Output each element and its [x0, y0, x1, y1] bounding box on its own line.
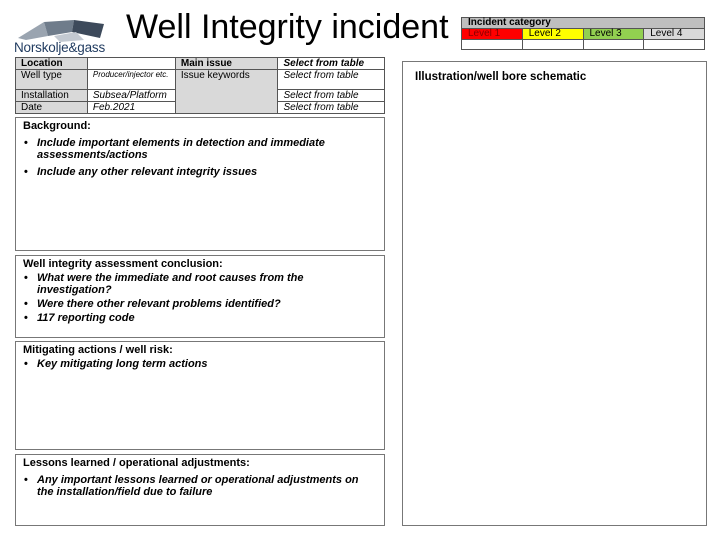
background-section[interactable]	[15, 117, 385, 251]
logo-brand-part1: Norsk	[14, 40, 49, 55]
lessons-section[interactable]	[15, 454, 385, 526]
list-item: • Any important lessons learned or operational adjustments on the installation/field due to failure	[23, 474, 376, 498]
location-label: Location	[16, 58, 88, 70]
list-item: • Were there other relevant problems identified?	[23, 298, 376, 310]
conclusion-section[interactable]	[15, 255, 385, 338]
logo-text	[14, 40, 105, 55]
level-3-mark-cell[interactable]	[583, 40, 644, 50]
norsk-olje-gass-logo	[14, 18, 114, 58]
schematic-section[interactable]	[402, 61, 707, 526]
page-title: Well Integrity incident	[126, 8, 449, 46]
level-2-mark-cell[interactable]	[522, 40, 583, 50]
date-select[interactable]: Select from table	[278, 102, 385, 114]
lessons-bullets	[16, 474, 384, 498]
installation-select[interactable]: Select from table	[278, 90, 385, 102]
schematic-title: Illustration/well bore schematic	[415, 71, 587, 83]
level-3-cell[interactable]: Level 3	[583, 29, 644, 40]
list-item: • Key mitigating long term actions	[23, 358, 376, 370]
date-label: Date	[16, 102, 88, 114]
mitigating-section[interactable]	[15, 341, 385, 450]
location-value[interactable]	[87, 58, 175, 70]
level-4-cell[interactable]: Level 4	[644, 29, 705, 40]
well-type-value[interactable]: Producer/injector etc.	[87, 70, 175, 90]
background-title: Background:	[23, 120, 91, 132]
issue-keywords-label: Issue keywords	[175, 70, 278, 114]
date-value[interactable]: Feb.2021	[87, 102, 175, 114]
list-item: • Include any other relevant integrity issues	[23, 166, 376, 178]
installation-value[interactable]: Subsea/Platform	[87, 90, 175, 102]
mitigating-title: Mitigating actions / well risk:	[23, 344, 173, 356]
incident-category-header: Incident category	[462, 18, 705, 29]
list-item: • Include important elements in detection and immediate assessments/actions	[23, 137, 376, 161]
mitigating-bullets	[16, 358, 384, 370]
main-issue-select[interactable]: Select from table	[278, 58, 385, 70]
issue-keywords-select[interactable]: Select from table	[278, 70, 385, 90]
background-bullets	[16, 137, 384, 178]
level-4-mark-cell[interactable]	[644, 40, 705, 50]
installation-label: Installation	[16, 90, 88, 102]
lessons-title: Lessons learned / operational adjustments:	[23, 457, 250, 469]
level-1-cell[interactable]: Level 1	[462, 29, 523, 40]
well-info-table	[15, 57, 385, 114]
logo-brand-part2: olje&gass	[48, 40, 106, 55]
main-issue-label: Main issue	[175, 58, 278, 70]
well-type-label: Well type	[16, 70, 88, 90]
level-1-mark-cell[interactable]	[462, 40, 523, 50]
level-2-cell[interactable]: Level 2	[522, 29, 583, 40]
incident-category-table	[461, 17, 705, 50]
conclusion-title: Well integrity assessment conclusion:	[23, 258, 223, 270]
conclusion-bullets	[16, 272, 384, 324]
list-item: • What were the immediate and root causes from the investigation?	[23, 272, 376, 296]
list-item: • 117 reporting code	[23, 312, 376, 324]
